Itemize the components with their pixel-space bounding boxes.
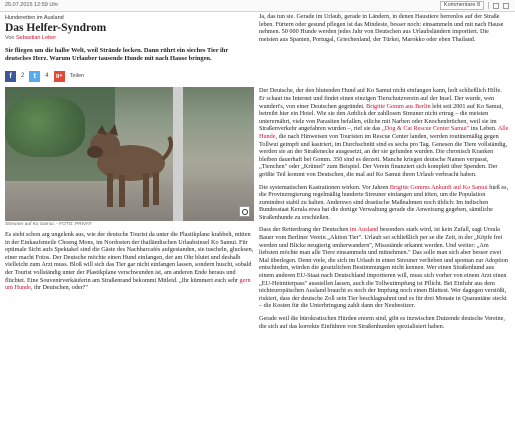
inline-link[interactable]: „Dog & Cat Rescue Center Samui" <box>382 125 470 133</box>
right-paragraph-5: Gerade weil die bürokratischen Hürden enorm sind, gibt es inzwischen Dutzende deutsche Vereine, die sich auf das korrekte Einführen von Straßenhunden spezialisiert haben. <box>259 315 505 330</box>
article-date: 25.07.2015 12:59 Uhr <box>5 2 59 8</box>
inline-link[interactable]: Alle Hunde <box>259 125 509 140</box>
inline-link[interactable]: im Ausland <box>349 226 379 234</box>
right-paragraph-4 <box>259 226 509 310</box>
photo-caption: Streuner auf Ko Samui. - FOTO: PRIVAT <box>5 222 92 227</box>
right-paragraph-2-b: lebt seit 2001 auf Ko Samui, betreibt hier ein Hotel. Wie sie den Anblick der zahllosen Streuner nicht ertrug – die meisten unterernährt, viele von Parasiten befallen, etliche mit Narben oder Knochenbrüchen, weil sie im Straßenverkehr angefahren wurden –, rief sie das <box>259 102 503 133</box>
article-lead: Sie fliegen um die halbe Welt, weil Strände locken. Dann rührt ein sieches Tier ihr deutsches Herz. Warum Urlauber tausende Hunde mit nach Hause bringen. <box>5 47 229 62</box>
left-paragraph-1-text: Es sieht schon arg ungelenk aus, wie der deutsche Tourist da unter die Plastikplane krabbelt, mitten in der Einkaufsmeile Choeng Mons, im Nordosten der thailändischen Urlaubsinsel Ko Samui. Für optimale Sicht aufs Spektakel sind die Gäste des Nachbarcafés aufgestanden, sie tuscheln, glucksen, einer macht Fotos. Der Deutsche möchte einen Hund einfangen, der am Ohr blutet und deshalb vielleicht zum Arzt muss. Bloß will sich das Tier gar nicht einfangen lassen, sondern huscht, sobald der Tourist vollständig unter der Plastikplane verschwunden ist, am anderen Ende heraus und flüchtet. Eine Souvenirverkäuferin am Straßenrand bekommt Mitleid. „Ihr kümmert euch sehr <box>5 231 254 284</box>
divider <box>488 2 489 9</box>
facebook-count: 2 <box>21 73 25 79</box>
share-label[interactable]: Teilen <box>69 73 85 79</box>
left-paragraph-1 <box>5 231 254 292</box>
right-paragraph-1: Ja, das tun sie. Gerade im Urlaub, gerade in Ländern, in denen Haustiere herrenlos auf der Straße leben. Fürtern oder gesund pflegen ist das Mindeste, besser noch: einsammeln und mit nach Hause nehmen. 50 000 Hunde werden jedes Jahr von Deutschen aus Urlaubsländern importiert. Die meisten aus Spanien, Portugal, Griechenland, der Türkei, Marokko oder eben Thailand. <box>259 13 504 43</box>
mail-icon[interactable] <box>503 3 509 9</box>
byline-prefix: Von <box>5 35 15 41</box>
left-paragraph-1-end: , ihr Deutschen, oder?" <box>30 284 88 292</box>
right-paragraph-4-a: Dass der Retterdrang der Deutschen <box>259 226 349 234</box>
inline-link[interactable]: Brigitte Gomm aus Berlin <box>366 102 431 110</box>
comments-count: 8 <box>476 2 480 8</box>
article-photo[interactable] <box>5 87 254 221</box>
comments-label: Kommentare <box>443 2 476 8</box>
print-icon[interactable] <box>493 3 499 9</box>
top-bar <box>0 0 515 12</box>
top-actions <box>440 1 509 10</box>
google-plus-icon[interactable]: g+ <box>54 71 65 82</box>
right-column <box>259 13 509 335</box>
right-paragraph-4-b: besonders stark wird, ist kein Zufall, sagt Ursula Bauer vom Berliner Verein „Aktion Tier". Urlaub sei schließlich per se die Zeit, in der „Köpfe frei werden und Blicke neugierig umherwandern", Missstände erkannt werden. Und weiter: „Am liebsten möchte man alle Tiere einsammeln und mitnehmen." Das solle man sich aber besser zwei Mal überlegen. Denn viele, die sich im Urlaub in einen Streuner verlieben und spontan zur Adoption entschieden, würden die gesetzlichen Bestimmungen nicht kennen. Wer einen Straßenhund aus einem anderen EU-Staat nach Deutschland importieren will, muss sich vorher von einem Arzt einen „EU-Heimtierpass" ausstellen lassen, auch die Tollwutimpfung ist Pflicht. Bei Einfuhr aus dem nichteuropäischen Ausland braucht es noch der Impfung noch einen Bluttest. Wer dagegen verstößt, riskiert, dass der deutsche Zoll sein Tier beschlagnahmt und es für drei Monate in Quarantäne steckt – die Kosten für die Unterbringung zahlt dann der Neubesitzer. <box>259 226 508 310</box>
right-paragraph-3-b: hieß es, die Provinzregierung regelmäßig hunderte Streuner einfangen und töten, um die Population zumindest stabil zu halten. Anderswo sind drastische Maßnahmen noch üblich: Im indischen Bundesstaat Kerala etwa hat die dortige Verwaltung gerade die Anweisung gegeben, sämtliche Straßenhunde zu erschießen. <box>259 183 509 221</box>
twitter-icon[interactable]: t <box>29 71 40 82</box>
right-body <box>259 13 509 330</box>
right-paragraph-2-a: Der Deutsche, der den blutenden Hund auf Ko Samui nicht einfangen kann, holt schließlich Hilfe. Er schaut ins Internet und findet einen einzigen Tierschutzverein auf der Insel. Der wurde, wen wundert's, von einer Deutschen gegründet. <box>259 87 502 110</box>
zoom-icon[interactable] <box>239 206 250 217</box>
right-paragraph-2 <box>259 87 509 178</box>
author-link[interactable]: Sebastian Leber <box>16 35 57 41</box>
twitter-count: 4 <box>45 73 49 79</box>
social-bar <box>5 70 254 82</box>
inline-link[interactable]: gern um Hunde <box>5 276 251 292</box>
article-kicker: Hunderetten im Ausland <box>5 15 64 21</box>
right-paragraph-3 <box>259 184 509 222</box>
right-paragraph-2-c: ins Leben. <box>470 125 497 133</box>
comments-button[interactable] <box>440 1 484 10</box>
inline-link[interactable]: Brigitte Gomms Ankunft auf Ko Samui <box>389 183 488 191</box>
article-headline: Das Helfer-Syndrom <box>5 22 107 34</box>
left-column <box>5 13 254 297</box>
right-paragraph-2-d: , die nach Hinweisen von Touristen im Rescue Center landen, werden routinemäßig gegen Tollwut geimpft und kastriert, im Durchschnitt sind es sechs pro Tag. Genesen die Tiere vollständig, werden sie an der Straßenecke ausgesetzt, an der sie gefunden wurden. Die chronisch Kranken bleiben dauerhaft bei Gomm. 350 sind es derzeit. Manche kriegen deutsche Namen verpasst, „Tienchen" oder „Krümel" zum Beispiel. Der Verein finanziert sich komplett über Spenden. Der größte Teil kommt von Deutschen, die mal auf Ko Samui ihren Urlaub verbracht haben. <box>259 132 508 178</box>
left-body <box>5 231 254 292</box>
right-paragraph-3-a: Die systematischen Kastrationen wirken. Vor Jahren <box>259 183 389 191</box>
facebook-icon[interactable]: f <box>5 71 16 82</box>
dog-figure <box>5 87 254 221</box>
article-byline <box>5 35 254 41</box>
